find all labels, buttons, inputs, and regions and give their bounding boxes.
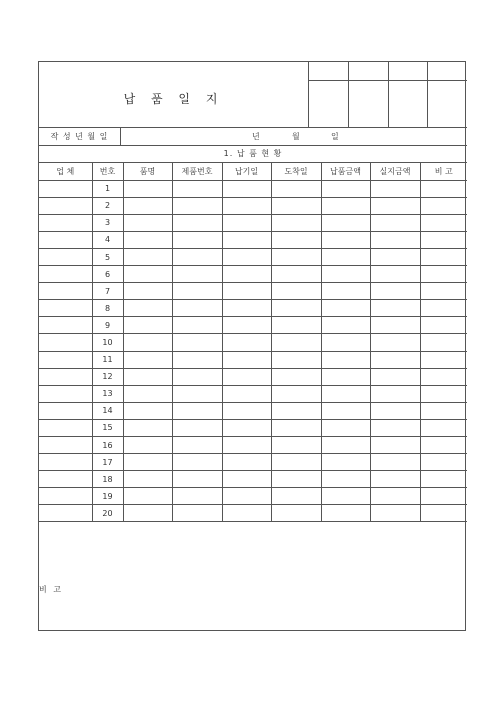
table-cell[interactable] [370,283,420,300]
table-cell[interactable] [222,180,271,197]
table-cell[interactable] [39,402,92,419]
table-cell[interactable] [123,437,172,454]
table-cell[interactable] [123,368,172,385]
table-cell[interactable] [123,231,172,248]
approval-sign-cell[interactable] [309,81,349,128]
table-cell[interactable] [370,334,420,351]
table-cell[interactable] [222,334,271,351]
table-cell[interactable] [321,248,370,265]
table-cell[interactable] [420,334,467,351]
table-row [39,505,467,522]
table-cell[interactable] [222,471,271,488]
table-row [39,214,467,231]
table-cell[interactable] [321,437,370,454]
table-cell[interactable] [321,368,370,385]
table-cell[interactable] [321,402,370,419]
table-cell[interactable] [420,351,467,368]
table-cell[interactable] [172,419,222,436]
row-number: 11 [92,351,123,368]
table-cell[interactable] [370,419,420,436]
table-cell[interactable] [370,214,420,231]
table-cell[interactable] [321,283,370,300]
table-row [39,300,467,317]
column-header: 비 고 [420,163,467,180]
table-cell[interactable] [172,471,222,488]
table-row [39,283,467,300]
table-cell[interactable] [222,197,271,214]
table-cell[interactable] [123,334,172,351]
table-cell[interactable] [39,248,92,265]
table-cell[interactable] [370,385,420,402]
table-cell[interactable] [321,266,370,283]
table-cell[interactable] [123,180,172,197]
row-number: 3 [92,214,123,231]
approval-header-cell [388,62,428,81]
table-cell[interactable] [172,505,222,522]
table-cell[interactable] [172,283,222,300]
table-cell[interactable] [39,334,92,351]
table-cell[interactable] [172,334,222,351]
table-cell[interactable] [271,351,321,368]
table-cell[interactable] [172,266,222,283]
table-cell[interactable] [123,317,172,334]
table-cell[interactable] [420,283,467,300]
month-label: 월 [292,132,300,141]
table-row [39,437,467,454]
table-cell[interactable] [172,351,222,368]
delivery-log-form [38,61,466,631]
table-cell[interactable] [172,197,222,214]
table-cell[interactable] [271,180,321,197]
table-cell[interactable] [420,385,467,402]
row-number: 8 [92,300,123,317]
remarks-label: 비 고 [39,585,63,594]
table-cell[interactable] [321,334,370,351]
row-number: 1 [92,180,123,197]
table-cell[interactable] [271,266,321,283]
year-label: 년 [252,132,260,141]
table-cell[interactable] [172,300,222,317]
table-row [39,488,467,505]
table-cell[interactable] [123,402,172,419]
table-cell[interactable] [39,419,92,436]
table-cell[interactable] [222,505,271,522]
table-cell[interactable] [420,231,467,248]
table-cell[interactable] [222,402,271,419]
table-cell[interactable] [420,197,467,214]
table-cell[interactable] [271,471,321,488]
table-cell[interactable] [271,300,321,317]
table-cell[interactable] [420,368,467,385]
table-cell[interactable] [39,505,92,522]
table-cell[interactable] [39,471,92,488]
column-header: 제품번호 [172,163,222,180]
row-number: 13 [92,385,123,402]
table-cell[interactable] [321,300,370,317]
table-cell[interactable] [321,471,370,488]
table-cell[interactable] [271,505,321,522]
table-cell[interactable] [39,317,92,334]
table-cell[interactable] [172,385,222,402]
table-row [39,454,467,471]
row-number: 20 [92,505,123,522]
page-title: 납 품 일 지 [123,92,224,106]
approval-header-cell [349,62,389,81]
delivery-table [39,163,467,522]
table-cell[interactable] [172,317,222,334]
table-cell[interactable] [222,266,271,283]
table-cell[interactable] [123,471,172,488]
title-box [39,62,309,128]
table-cell[interactable] [222,231,271,248]
table-cell[interactable] [123,283,172,300]
table-cell[interactable] [370,454,420,471]
table-cell[interactable] [271,248,321,265]
row-number: 9 [92,317,123,334]
table-cell[interactable] [271,437,321,454]
table-cell[interactable] [222,385,271,402]
table-row [39,248,467,265]
table-cell[interactable] [172,231,222,248]
table-cell[interactable] [39,488,92,505]
table-cell[interactable] [123,197,172,214]
table-cell[interactable] [123,385,172,402]
row-number: 2 [92,197,123,214]
table-cell[interactable] [222,351,271,368]
table-cell[interactable] [222,283,271,300]
table-cell[interactable] [271,334,321,351]
table-row [39,266,467,283]
column-header: 납품금액 [321,163,370,180]
table-cell[interactable] [39,351,92,368]
table-row [39,231,467,248]
table-row [39,471,467,488]
table-cell[interactable] [420,505,467,522]
table-cell[interactable] [370,266,420,283]
table-cell[interactable] [321,214,370,231]
table-cell[interactable] [222,300,271,317]
table-cell[interactable] [420,471,467,488]
table-cell[interactable] [123,488,172,505]
table-cell[interactable] [123,214,172,231]
table-cell[interactable] [370,197,420,214]
row-number: 19 [92,488,123,505]
row-number: 15 [92,419,123,436]
table-cell[interactable] [39,283,92,300]
table-cell[interactable] [420,300,467,317]
table-cell[interactable] [321,351,370,368]
table-cell[interactable] [420,402,467,419]
table-cell[interactable] [172,368,222,385]
table-cell[interactable] [172,437,222,454]
table-cell[interactable] [420,488,467,505]
approval-sign-cell[interactable] [349,81,389,128]
table-cell[interactable] [271,214,321,231]
table-cell[interactable] [172,180,222,197]
table-cell[interactable] [123,248,172,265]
table-cell[interactable] [172,402,222,419]
section-title: 1. 납 품 현 황 [39,146,467,163]
table-row [39,402,467,419]
table-cell[interactable] [271,385,321,402]
table-cell[interactable] [39,214,92,231]
approval-sign-cell[interactable] [388,81,428,128]
table-cell[interactable] [39,300,92,317]
table-cell[interactable] [39,180,92,197]
column-header: 업 체 [39,163,92,180]
table-cell[interactable] [271,488,321,505]
table-cell[interactable] [420,419,467,436]
table-cell[interactable] [321,454,370,471]
table-row [39,180,467,197]
table-cell[interactable] [321,385,370,402]
row-number: 16 [92,437,123,454]
column-header: 도착일 [271,163,321,180]
table-cell[interactable] [370,317,420,334]
table-cell[interactable] [222,368,271,385]
table-cell[interactable] [222,248,271,265]
table-cell[interactable] [271,231,321,248]
approval-stamp-box [309,62,467,128]
table-row [39,419,467,436]
row-number: 12 [92,368,123,385]
approval-header-cell [428,62,468,81]
table-cell[interactable] [321,419,370,436]
approval-header-cell [309,62,349,81]
table-cell[interactable] [222,437,271,454]
table-cell[interactable] [370,300,420,317]
table-cell[interactable] [172,248,222,265]
table-row [39,385,467,402]
table-cell[interactable] [39,454,92,471]
table-cell[interactable] [39,266,92,283]
table-cell[interactable] [420,437,467,454]
table-cell[interactable] [123,419,172,436]
day-label: 일 [331,132,339,141]
row-number: 18 [92,471,123,488]
column-header: 실지금액 [370,163,420,180]
row-number: 4 [92,231,123,248]
table-cell[interactable] [370,180,420,197]
row-number: 5 [92,248,123,265]
table-cell[interactable] [123,505,172,522]
table-cell[interactable] [370,471,420,488]
table-cell[interactable] [39,197,92,214]
table-cell[interactable] [420,214,467,231]
table-cell[interactable] [370,248,420,265]
table-cell[interactable] [222,214,271,231]
row-number: 14 [92,402,123,419]
row-number: 17 [92,454,123,471]
row-number: 10 [92,334,123,351]
table-cell[interactable] [39,368,92,385]
table-cell[interactable] [123,454,172,471]
table-cell[interactable] [172,454,222,471]
table-cell[interactable] [321,488,370,505]
table-row [39,197,467,214]
table-cell[interactable] [321,505,370,522]
table-cell[interactable] [123,351,172,368]
table-cell[interactable] [271,317,321,334]
column-header: 번호 [92,163,123,180]
table-cell[interactable] [271,283,321,300]
table-cell[interactable] [39,385,92,402]
row-number: 7 [92,283,123,300]
date-label: 작 성 년 월 일 [39,128,121,145]
table-cell[interactable] [222,419,271,436]
table-cell[interactable] [172,488,222,505]
table-cell[interactable] [420,180,467,197]
table-cell[interactable] [271,419,321,436]
table-cell[interactable] [271,402,321,419]
table-cell[interactable] [370,505,420,522]
table-cell[interactable] [370,351,420,368]
table-cell[interactable] [271,368,321,385]
table-cell[interactable] [222,454,271,471]
table-cell[interactable] [370,437,420,454]
table-cell[interactable] [172,214,222,231]
table-cell[interactable] [271,197,321,214]
table-cell[interactable] [420,248,467,265]
row-number: 6 [92,266,123,283]
table-cell[interactable] [39,231,92,248]
approval-sign-cell[interactable] [428,81,468,128]
table-cell[interactable] [123,300,172,317]
table-cell[interactable] [222,488,271,505]
table-cell[interactable] [321,197,370,214]
table-cell[interactable] [370,368,420,385]
table-cell[interactable] [39,437,92,454]
table-cell[interactable] [321,231,370,248]
table-cell[interactable] [420,317,467,334]
table-cell[interactable] [123,266,172,283]
table-cell[interactable] [370,402,420,419]
table-row [39,351,467,368]
table-row [39,317,467,334]
table-cell[interactable] [370,488,420,505]
table-cell[interactable] [222,317,271,334]
table-cell[interactable] [420,266,467,283]
table-cell[interactable] [370,231,420,248]
column-header: 납기일 [222,163,271,180]
column-header: 품명 [123,163,172,180]
table-cell[interactable] [271,454,321,471]
date-row [39,128,467,146]
table-cell[interactable] [321,180,370,197]
table-cell[interactable] [321,317,370,334]
table-cell[interactable] [420,454,467,471]
table-row [39,368,467,385]
table-row [39,334,467,351]
